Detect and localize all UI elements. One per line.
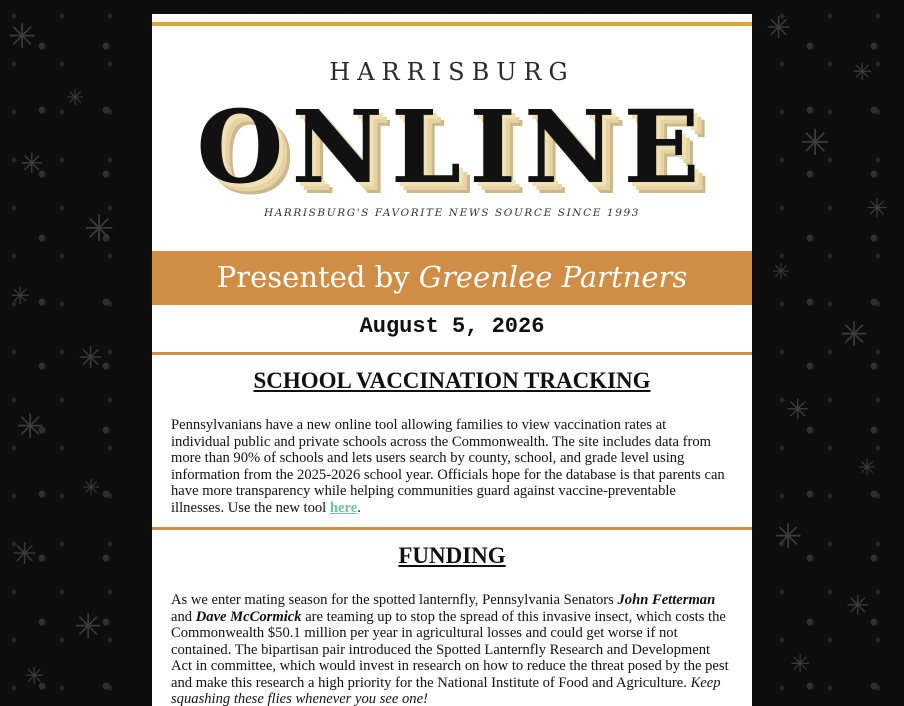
sponsor-banner [152,251,752,305]
sponsor-name: Greenlee Partners [418,260,688,294]
sponsor-prefix: Presented by [216,260,410,294]
top-rule [152,22,752,26]
sparkle-icon: ✳ [10,282,31,310]
sparkle-icon: ✳ [866,194,888,224]
sparkle-icon: ✳ [840,315,869,355]
sparkle-icon: ✳ [766,11,792,46]
vaccination-text: Pennsylvanians have a new online tool allowing families to view vaccination rates at individual public and private schools across the Commonwealth. The site includes data from more than 90% of schools and lets users search by county, school, and grade level using information from the 2025-2026 school year. Officials hope for the database is that parents can have more transparency while helping communities guard against vaccine-preventable illnesses. Use the new tool [171,417,725,516]
sparkle-icon: ✳ [74,607,103,647]
sparkle-icon: ✳ [772,260,791,285]
masthead-kicker: HARRISBURG [329,58,575,86]
sparkle-icon: ✳ [852,58,873,86]
masthead-title: ONLINE [196,88,708,206]
masthead-tagline: HARRISBURG'S FAVORITE NEWS SOURCE SINCE 1993 [263,207,641,219]
sparkle-icon: ✳ [800,123,831,164]
masthead-wrapper [152,88,752,208]
sparkle-icon: ✳ [858,456,877,481]
funding-intro: As we enter mating season for the spotted lanternfly, Pennsylvania Senators [171,592,614,608]
sparkle-icon: ✳ [786,393,810,426]
section-body-funding [171,592,729,706]
sparkle-icon: ✳ [20,147,44,180]
vaccination-trailing: . [357,499,361,516]
sparkle-icon: ✳ [16,407,45,447]
sparkle-icon: ✳ [84,209,115,250]
section-divider [152,352,752,355]
sparkle-icon: ✳ [8,17,37,57]
sparkle-icon: ✳ [774,517,803,557]
funding-main: are teaming up to stop the spread of this invasive insect, which costs the Commonwealth $50.1 million per year in agricultural losses and could get worse if not contained. The bipartisan pair introduced the Spotted Lanternfly Research and Development Act in committee, which would invest in research on how to reduce the threat posed by the pest and make this research a high priority for the National Institute of Food and Agriculture. [171,608,729,691]
senator-name: John Fetterman [617,592,716,608]
newsletter-sheet [152,14,752,706]
sparkle-icon: ✳ [790,650,811,678]
sparkle-icon: ✳ [24,662,45,690]
vaccination-tool-link[interactable]: here [329,499,358,516]
funding-closing: Keep squashing these flies whenever you see one! [171,674,721,706]
issue-date: August 5, 2026 [359,314,545,339]
sparkle-icon: ✳ [846,589,870,622]
section-heading-vaccination: SCHOOL VACCINATION TRACKING [253,368,651,393]
sparkle-icon: ✳ [78,341,104,376]
section-body-vaccination [171,417,729,516]
sparkle-icon: ✳ [82,476,101,501]
sparkle-icon: ✳ [66,86,85,111]
section-heading-funding: FUNDING [398,543,506,568]
and-word: and [171,608,193,625]
sparkle-icon: ✳ [12,537,38,572]
senator-name: Dave McCormick [195,608,302,625]
section-divider [152,527,752,530]
